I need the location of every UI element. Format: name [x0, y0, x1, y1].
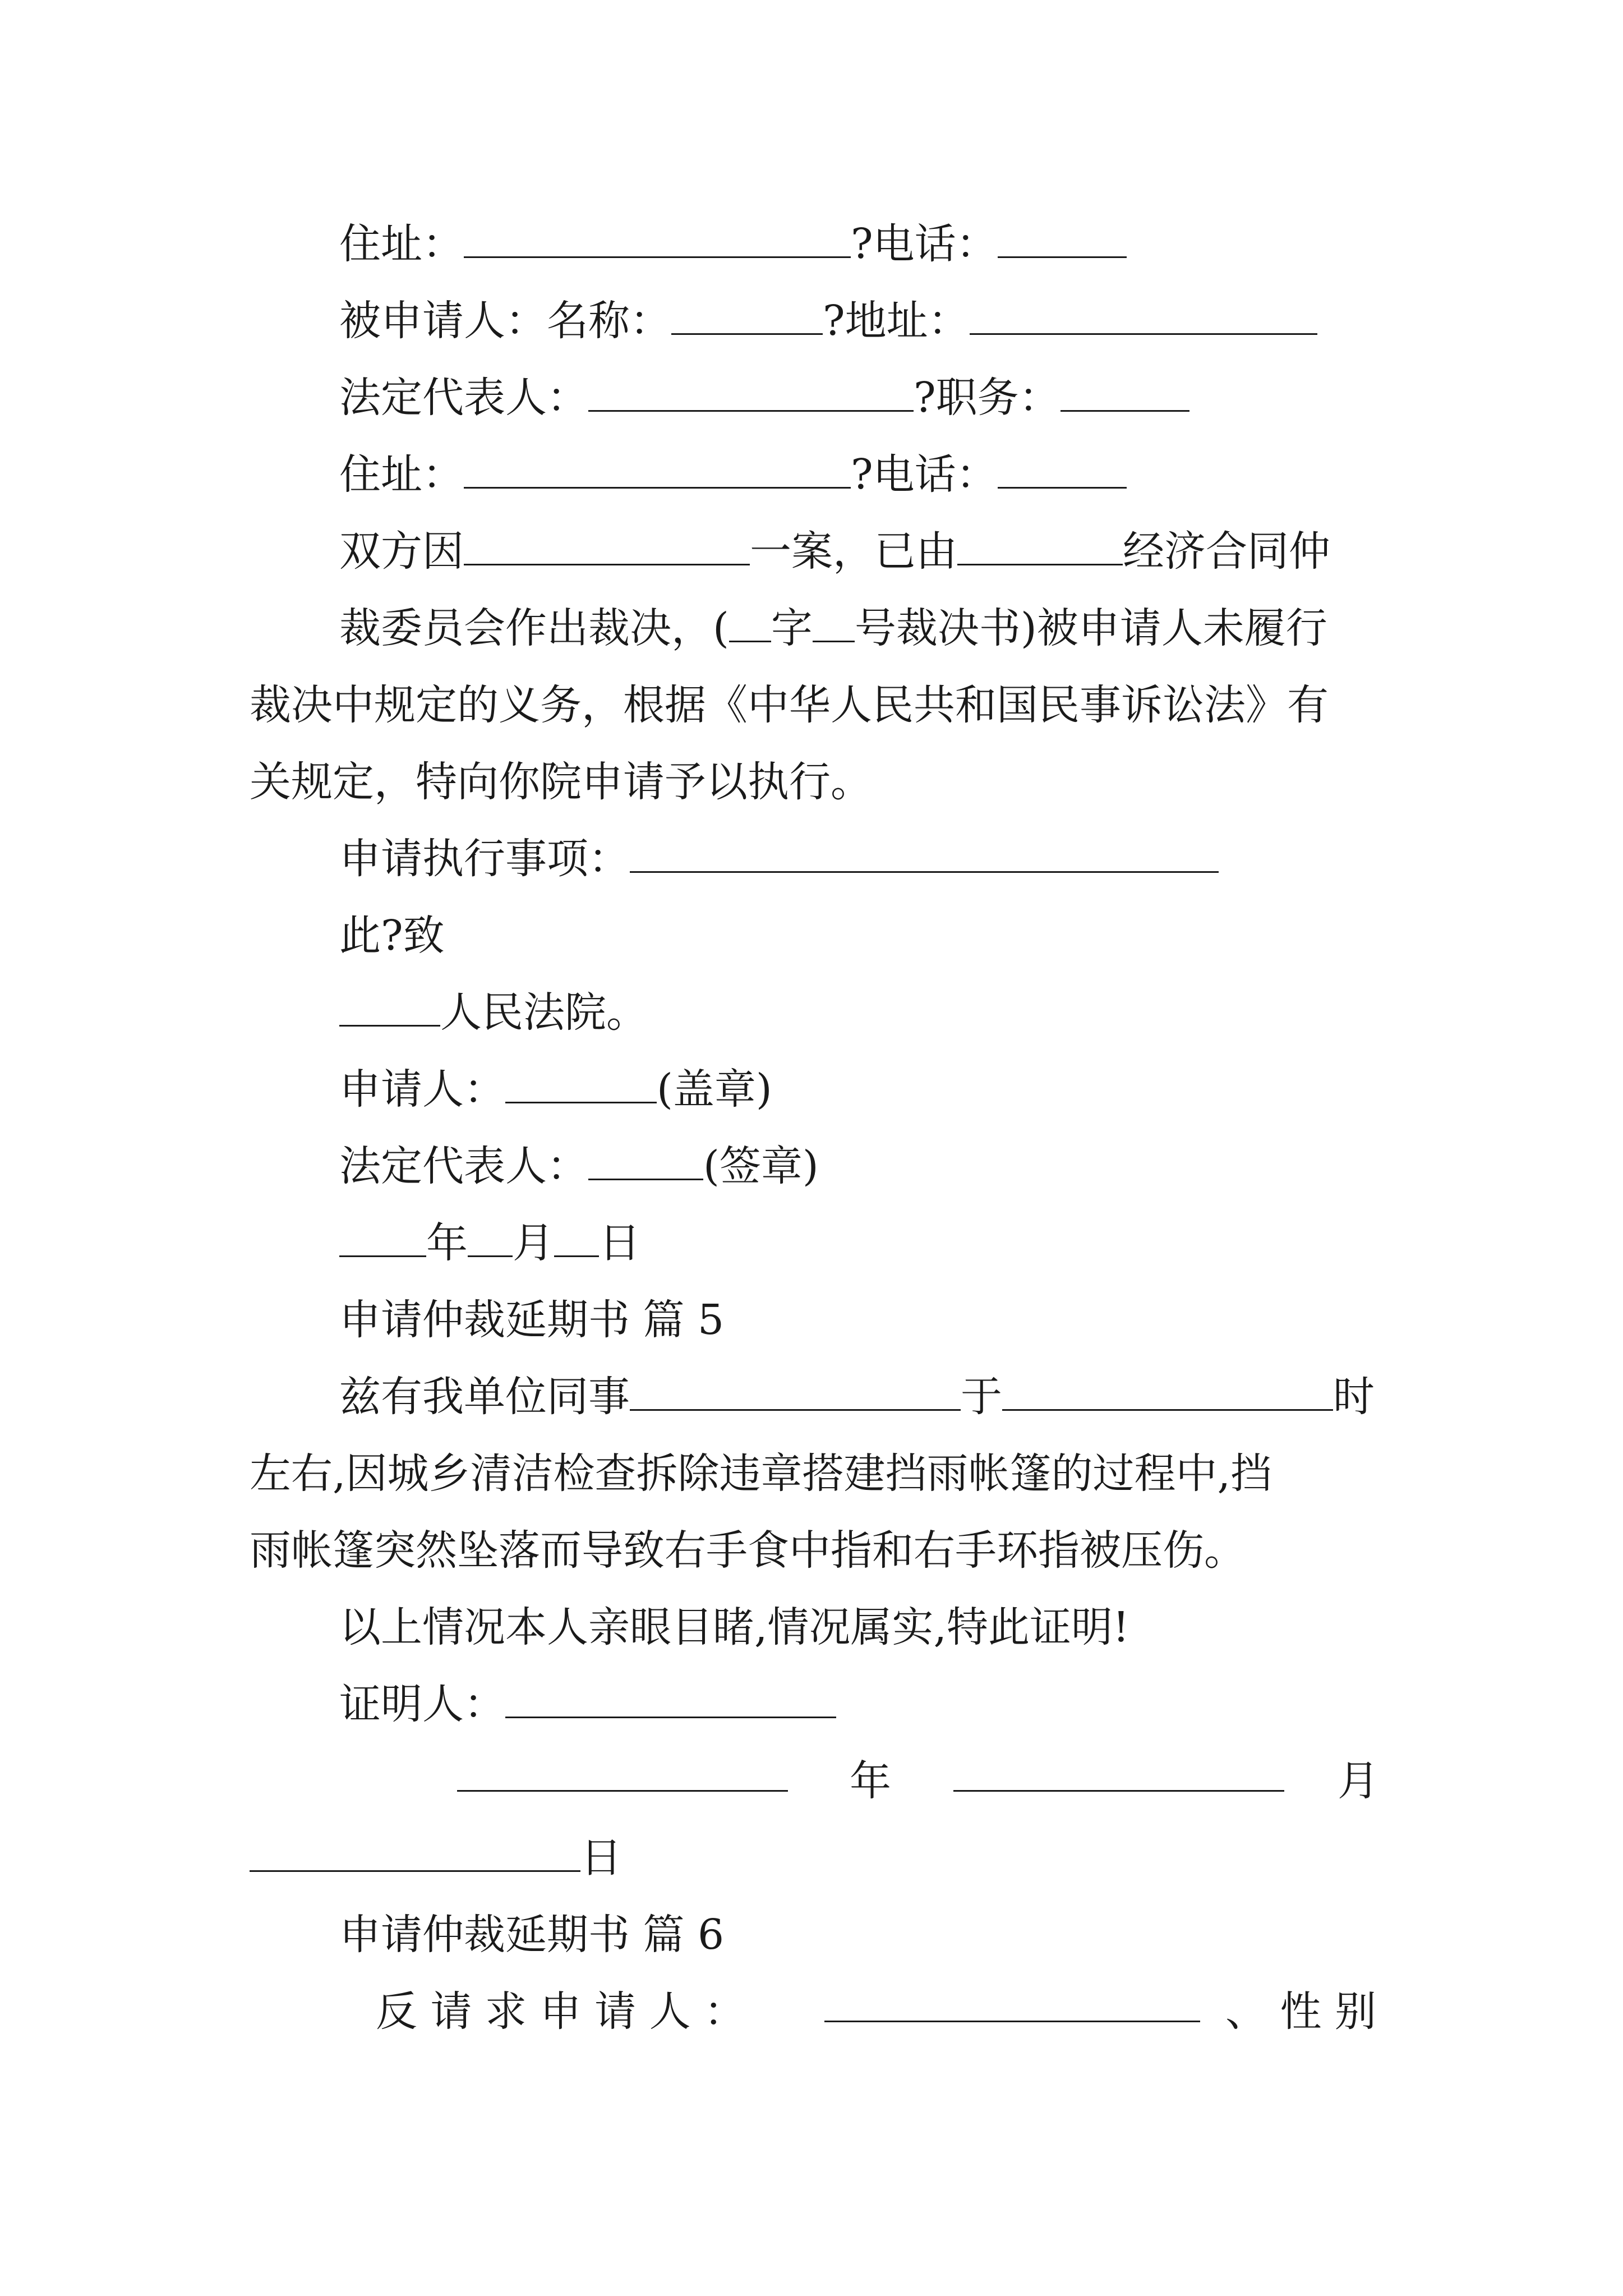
legal-rep-line	[339, 370, 1189, 426]
certifier-label: 证明人：	[339, 1680, 505, 1728]
counter-claimant-label: 反 请 求 申 请 人 ：	[376, 1987, 746, 2036]
legal-rep-label: 法定代表人：	[339, 374, 588, 422]
legal-rep-sign-line	[339, 1138, 819, 1194]
award-text-1: 裁委员会作出裁决，(	[339, 604, 729, 652]
respondent-address-line	[339, 447, 1127, 503]
position-blank	[1061, 373, 1189, 412]
enforcement-items-line	[339, 831, 1219, 887]
phone-label-2: ?电话：	[851, 450, 998, 499]
month-label: 月	[513, 1219, 554, 1267]
paragraph-line: 雨帐篷突然坠落而导致右手食中指和右手环指被压伤。	[250, 1526, 1246, 1575]
cert-day-blank	[250, 1833, 580, 1872]
gender-label: 、 性 别	[1225, 1987, 1377, 2036]
certifier-blank	[505, 1680, 836, 1718]
applicant-label: 申请人：	[339, 1065, 505, 1114]
witness-line	[339, 1369, 1375, 1425]
paragraph-line: 左右,因城乡清洁检查拆除违章搭建挡雨帐篷的过程中,挡	[250, 1450, 1272, 1498]
witness-text-3: 时	[1333, 1373, 1375, 1421]
applicant-address-line	[339, 216, 1127, 272]
cert-month-blank	[953, 1753, 1284, 1792]
case-line	[339, 523, 1330, 579]
paragraph-line: 裁决中规定的义务，根据《中华人民共和国民事诉讼法》有	[250, 681, 1329, 729]
salutation-line: 此?致	[339, 912, 445, 960]
respondent-name-blank	[671, 296, 823, 335]
day-blank	[554, 1218, 599, 1257]
court-label: 人民法院。	[440, 988, 648, 1037]
cert-year-blank	[457, 1753, 788, 1792]
year-label: 年	[426, 1219, 468, 1267]
address-blank	[464, 219, 851, 258]
case-text-1: 双方因	[339, 527, 464, 576]
respondent-name-label: 被申请人：名称：	[339, 297, 671, 345]
enforcement-items-label: 申请执行事项：	[339, 835, 630, 883]
section-heading-5: 申请仲裁延期书 篇 5	[339, 1296, 725, 1344]
award-text-2: 字	[771, 604, 813, 652]
section-heading-6: 申请仲裁延期书 篇 6	[339, 1911, 725, 1959]
address-label-2: 住址：	[339, 450, 464, 499]
commission-blank	[957, 527, 1123, 565]
court-blank	[339, 988, 440, 1027]
address-label: 住址：	[339, 220, 464, 268]
paragraph-line: 以上情况本人亲眼目睹,情况属实,特此证明!	[339, 1603, 1129, 1651]
cert-day-label: 日	[580, 1834, 622, 1882]
cert-year-label: 年	[850, 1757, 891, 1805]
seal-label: (盖章)	[657, 1065, 772, 1114]
certifier-line	[339, 1676, 836, 1732]
case-blank	[464, 527, 750, 565]
award-word-blank	[729, 604, 771, 642]
cert-month-label: 月	[1338, 1757, 1379, 1805]
year-blank	[339, 1218, 426, 1257]
award-number-blank	[813, 604, 855, 642]
respondent-address-label: ?地址：	[823, 297, 970, 345]
award-line	[339, 600, 1327, 656]
court-line	[339, 984, 648, 1041]
counter-claimant-blank	[824, 1984, 1200, 2022]
legal-rep-blank	[588, 373, 914, 412]
certifier-day-line	[250, 1830, 622, 1886]
position-label: ?职务：	[914, 374, 1061, 422]
enforcement-items-blank	[630, 834, 1219, 873]
legal-rep-sign-label: 法定代表人：	[339, 1142, 588, 1190]
paragraph-line: 关规定，特向你院申请予以执行。	[250, 758, 872, 806]
case-text-3: 经济合同仲	[1123, 527, 1330, 576]
phone-label: ?电话：	[851, 220, 998, 268]
applicant-sign-line	[339, 1061, 772, 1117]
award-text-3: 号裁决书)被申请人未履行	[854, 604, 1327, 652]
witness-text-1: 兹有我单位同事	[339, 1373, 630, 1421]
phone-blank	[998, 219, 1127, 258]
date-line	[339, 1215, 640, 1271]
respondent-address-blank	[970, 296, 1317, 335]
witness-text-2: 于	[961, 1373, 1002, 1421]
phone-blank-2	[998, 450, 1127, 489]
respondent-name-line	[339, 293, 1317, 349]
case-text-2: 一案，已由	[750, 527, 957, 576]
time-blank	[1002, 1372, 1333, 1411]
certifier-date-line	[250, 1753, 1380, 1809]
counter-claimant-line	[250, 1984, 1380, 2040]
applicant-blank	[505, 1065, 657, 1103]
day-label: 日	[599, 1219, 640, 1267]
signature-label: (签章)	[703, 1142, 819, 1190]
colleague-blank	[630, 1372, 961, 1411]
legal-rep-sign-blank	[588, 1142, 703, 1180]
month-blank	[468, 1218, 513, 1257]
address-blank-2	[464, 450, 851, 489]
